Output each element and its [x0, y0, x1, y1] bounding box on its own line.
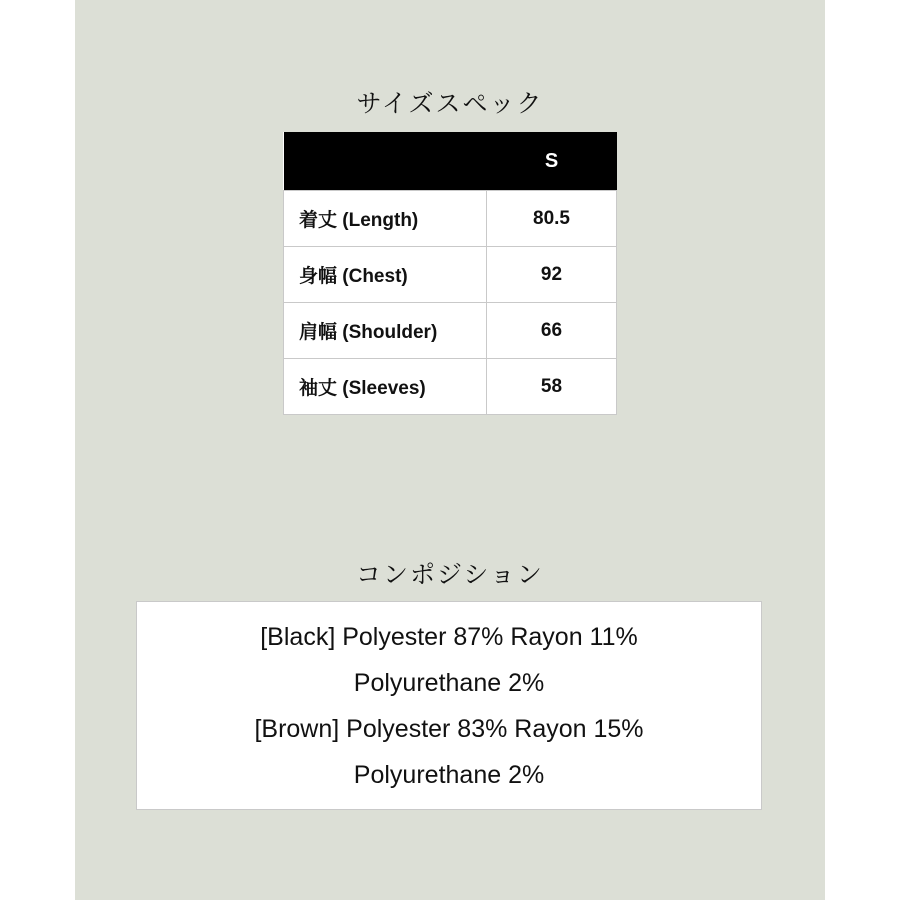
size-column-header: S [487, 132, 617, 191]
size-spec-table [283, 132, 617, 415]
content-panel [75, 0, 825, 900]
measurement-value: 58 [487, 359, 617, 415]
composition-line: Polyurethane 2% [353, 668, 545, 697]
composition-heading: コンポジション [356, 560, 544, 589]
measurement-value: 66 [487, 303, 617, 359]
table-header-row [284, 132, 617, 191]
table-row [284, 359, 617, 415]
table-header-empty-cell [284, 132, 487, 191]
table-row [284, 247, 617, 303]
measurement-label: 身幅 (Chest) [284, 247, 487, 303]
table-row [284, 191, 617, 247]
measurement-label: 袖丈 (Sleeves) [284, 359, 487, 415]
measurement-value: 92 [487, 247, 617, 303]
measurement-value: 80.5 [487, 191, 617, 247]
table-row [284, 303, 617, 359]
composition-line: [Black] Polyester 87% Rayon 11% [260, 622, 638, 651]
composition-box [136, 601, 762, 810]
composition-line: [Brown] Polyester 83% Rayon 15% [254, 714, 644, 743]
measurement-label: 肩幅 (Shoulder) [284, 303, 487, 359]
measurement-label: 着丈 (Length) [284, 191, 487, 247]
size-spec-heading: サイズスペック [356, 89, 544, 118]
composition-line: Polyurethane 2% [353, 760, 545, 789]
